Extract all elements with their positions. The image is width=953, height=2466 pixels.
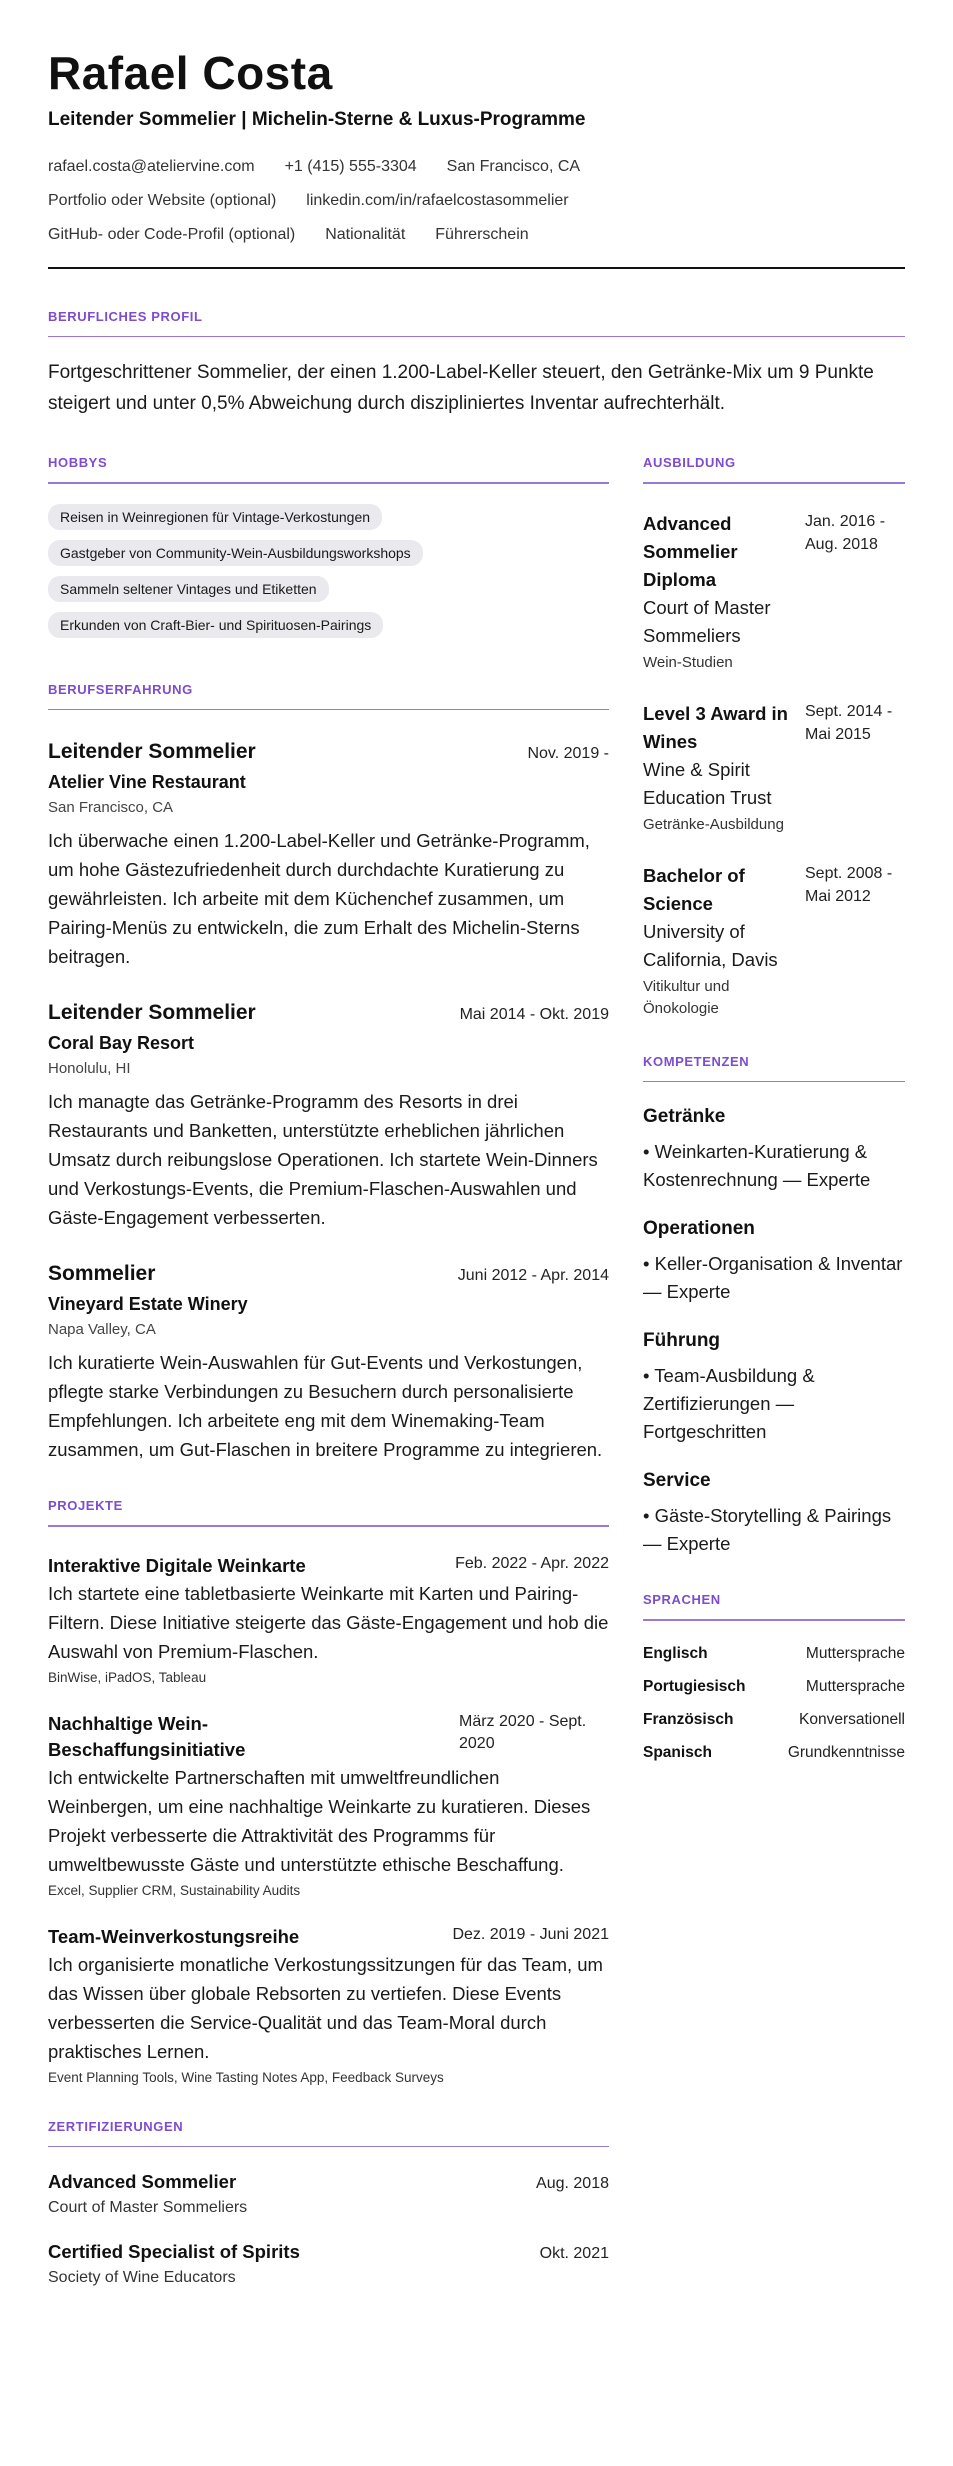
project-entry	[48, 1711, 609, 1898]
project-entry	[48, 1553, 609, 1685]
skill-group	[643, 1330, 905, 1446]
language-name: Englisch	[643, 1644, 708, 1662]
github-link[interactable]: GitHub- oder Code-Profil (optional)	[48, 225, 296, 243]
skill-category: Service	[643, 1470, 711, 1492]
section-divider	[48, 1525, 609, 1527]
portfolio-link[interactable]: Portfolio oder Website (optional)	[48, 191, 277, 209]
certification-title: Certified Specialist of Spirits	[48, 2241, 300, 2263]
education-date: Sept. 2008 - Mai 2012	[805, 864, 893, 905]
certifications-section	[48, 2119, 609, 2288]
education-field: Vitikultur und Önokologie	[643, 977, 730, 1017]
linkedin-link[interactable]: linkedin.com/in/rafaelcostasommelier	[306, 191, 569, 209]
certification-org: Society of Wine Educators	[48, 2269, 236, 2287]
resume-header	[48, 48, 905, 269]
skills-section	[643, 1054, 905, 1559]
section-title: HOBBYS	[48, 455, 108, 471]
section-divider	[643, 1081, 905, 1083]
language-row	[643, 1676, 905, 1698]
section-title: BERUFSERFAHRUNG	[48, 681, 193, 697]
drivers-license: Führerschein	[435, 225, 529, 243]
skill-item: • Keller-Organisation & Inventar — Experte	[643, 1253, 903, 1303]
project-entry	[48, 1924, 609, 2085]
two-column-layout	[48, 455, 905, 2287]
headline: Leitender Sommelier | Michelin-Sterne & Luxus-Programme	[48, 108, 586, 130]
language-level: Konversationell	[799, 1710, 905, 1728]
job-entry	[48, 740, 609, 971]
projects-section	[48, 1498, 609, 2085]
skill-item: • Team-Ausbildung & Zertifizierungen — Fortgeschritten	[643, 1365, 815, 1443]
section-divider	[643, 1619, 905, 1621]
contact-row	[48, 225, 905, 245]
contact-row	[48, 157, 905, 177]
certification-date: Okt. 2021	[539, 2245, 609, 2263]
education-entry	[643, 862, 905, 1020]
project-description: Ich organisierte monatliche Verkostungssitzungen für das Team, um das Wissen über globale Rebsorten zu vertiefen. Diese Events verbesserten die Service-Qualität und das Team-Moral durch praktisches Lernen.	[48, 1953, 603, 2062]
project-date: März 2020 - Sept. 2020	[459, 1712, 587, 1752]
language-row	[643, 1742, 905, 1764]
education-school: Wine & Spirit Education Trust	[643, 758, 772, 808]
contact-row	[48, 191, 905, 211]
candidate-name: Rafael Costa	[48, 47, 333, 99]
certification-title: Advanced Sommelier	[48, 2171, 237, 2193]
main-column	[48, 455, 609, 2287]
job-title: Sommelier	[48, 1262, 156, 1286]
project-date: Dez. 2019 - Juni 2021	[452, 1925, 609, 1943]
section-title: AUSBILDUNG	[643, 455, 736, 471]
certification-date: Aug. 2018	[536, 2175, 609, 2193]
side-column	[643, 455, 905, 2287]
language-name: Spanisch	[643, 1743, 712, 1761]
language-list	[643, 1643, 905, 1764]
job-description: Ich kuratierte Wein-Auswahlen für Gut-Events und Verkostungen, pflegte starke Verbindungen zu Besuchern durch personalisierte Empfehlungen. Ich arbeitete eng mit dem Winemaking-Team zusammen, um Gut-Flaschen in breitere Programme zu integrieren.	[48, 1352, 603, 1461]
project-description: Ich startete eine tabletbasierte Weinkarte mit Karten und Pairing-Filtern. Diese Initiative steigerte das Gäste-Engagement und hob die Auswahl von Premium-Flaschen.	[48, 1582, 609, 1662]
hobby-chip: Gastgeber von Community-Wein-Ausbildungsworkshops	[48, 540, 423, 566]
hobby-chip: Erkunden von Craft-Bier- und Spirituosen-Pairings	[48, 612, 383, 638]
section-divider	[643, 482, 905, 484]
section-divider	[48, 336, 905, 338]
section-title: KOMPETENZEN	[643, 1053, 750, 1069]
skill-item: • Gäste-Storytelling & Pairings — Experte	[643, 1505, 892, 1555]
job-entry	[48, 1262, 609, 1464]
language-level: Muttersprache	[805, 1677, 905, 1695]
phone-number: +1 (415) 555-3304	[284, 157, 417, 175]
job-description: Ich überwache einen 1.200-Label-Keller und Getränke-Programm, um hohe Gästezufriedenheit durch durchdachte Kuratierung zu gewährleisten. Ich arbeite mit dem Küchenchef zusammen, um Pairing-Menüs zu entwickeln, die zum Erhalt des Michelin-Sterns beitragen.	[48, 830, 590, 968]
job-company: Atelier Vine Restaurant	[48, 772, 246, 793]
profile-section	[48, 309, 905, 420]
job-description: Ich managte das Getränke-Programm des Resorts in drei Restaurants und Banketten, unterstützte erheblichen jährlichen Umsatz durch reibungslose Operationen. Ich startete Wein-Dinners und Verkostungs-Events, die Premium-Flaschen-Auswahlen und Gäste-Engagement verbesserten.	[48, 1091, 598, 1229]
education-degree: Advanced Sommelier Diploma	[643, 512, 738, 590]
section-divider	[48, 709, 609, 711]
education-date: Sept. 2014 - Mai 2015	[805, 702, 893, 743]
job-location: San Francisco, CA	[48, 799, 174, 817]
languages-section	[643, 1592, 905, 1764]
project-date: Feb. 2022 - Apr. 2022	[455, 1554, 609, 1572]
project-description: Ich entwickelte Partnerschaften mit umweltfreundlichen Weinbergen, um eine nachhaltige Weinkarte zu kuratieren. Dieses Projekt verbesserte die Attraktivität des Programms für umweltbewusste Gäste und unterstützte ethische Beschaffung.	[48, 1766, 591, 1875]
job-date: Nov. 2019 -	[527, 745, 609, 763]
job-company: Vineyard Estate Winery	[48, 1294, 248, 1315]
education-entry	[643, 510, 905, 674]
experience-section	[48, 682, 609, 1465]
section-title: SPRACHEN	[643, 1592, 721, 1608]
skill-item: • Weinkarten-Kuratierung & Kostenrechnung — Experte	[643, 1141, 871, 1191]
language-level: Grundkenntnisse	[787, 1743, 905, 1761]
language-name: Französisch	[643, 1710, 734, 1728]
hobby-list	[48, 504, 609, 648]
job-title: Leitender Sommelier	[48, 1001, 256, 1025]
skill-group	[643, 1106, 905, 1194]
project-title: Team-Weinverkostungsreihe	[48, 1925, 300, 1947]
project-title: Nachhaltige Wein-Beschaffungsinitiative	[48, 1712, 246, 1760]
hobby-chip: Reisen in Weinregionen für Vintage-Verkostungen	[48, 504, 382, 530]
email-link[interactable]: rafael.costa@ateliervine.com	[48, 157, 255, 175]
education-school: Court of Master Sommeliers	[643, 596, 771, 646]
section-title: BERUFLICHES PROFIL	[48, 308, 203, 324]
education-school: University of California, Davis	[643, 920, 778, 970]
header-divider	[48, 267, 905, 269]
section-divider	[48, 482, 609, 484]
job-company: Coral Bay Resort	[48, 1033, 195, 1054]
education-degree: Level 3 Award in Wines	[643, 702, 788, 752]
job-location: Honolulu, HI	[48, 1060, 131, 1078]
job-entry	[48, 1001, 609, 1232]
project-tools: Excel, Supplier CRM, Sustainability Audits	[48, 1882, 301, 1898]
education-degree: Bachelor of Science	[643, 864, 745, 914]
profile-text: Fortgeschrittener Sommelier, der einen 1.200-Label-Keller steuert, den Getränke-Mix um 9 Punkte steigert und unter 0,5% Abweichung durch diszipliniertes Inventar aufrechterhält.	[48, 362, 874, 415]
project-title: Interaktive Digitale Weinkarte	[48, 1554, 306, 1576]
hobbies-section	[48, 455, 609, 648]
certification-org: Court of Master Sommeliers	[48, 2199, 248, 2217]
skill-category: Führung	[643, 1330, 721, 1352]
job-date: Juni 2012 - Apr. 2014	[457, 1267, 609, 1285]
project-tools: Event Planning Tools, Wine Tasting Notes App, Feedback Surveys	[48, 2069, 444, 2085]
skill-group	[643, 1470, 905, 1558]
hobby-chip: Sammeln seltener Vintages und Etiketten	[48, 576, 329, 602]
project-tools: BinWise, iPadOS, Tableau	[48, 1669, 207, 1685]
section-title: ZERTIFIZIERUNGEN	[48, 2118, 184, 2134]
language-row	[643, 1643, 905, 1665]
location: San Francisco, CA	[446, 157, 581, 175]
education-section	[643, 455, 905, 1020]
language-name: Portugiesisch	[643, 1677, 746, 1695]
education-field: Wein-Studien	[643, 653, 733, 671]
skill-category: Getränke	[643, 1106, 726, 1128]
section-title: PROJEKTE	[48, 1498, 123, 1514]
language-level: Muttersprache	[805, 1644, 905, 1662]
section-divider	[48, 2146, 609, 2148]
education-entry	[643, 700, 905, 836]
nationality: Nationalität	[325, 225, 406, 243]
certification-entry	[48, 2171, 609, 2217]
certification-entry	[48, 2241, 609, 2287]
job-title: Leitender Sommelier	[48, 740, 256, 764]
job-location: Napa Valley, CA	[48, 1321, 156, 1339]
education-date: Jan. 2016 - Aug. 2018	[805, 512, 886, 553]
skill-category: Operationen	[643, 1218, 755, 1240]
language-row	[643, 1709, 905, 1731]
job-date: Mai 2014 - Okt. 2019	[459, 1006, 609, 1024]
skill-group	[643, 1218, 905, 1306]
education-field: Getränke-Ausbildung	[643, 815, 784, 833]
